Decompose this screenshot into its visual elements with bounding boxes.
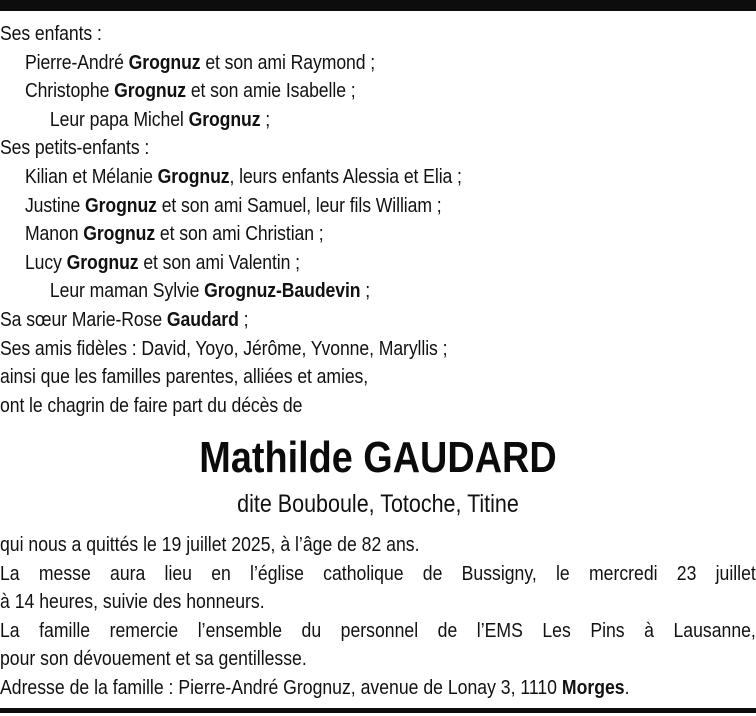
announcement-line: ont le chagrin de faire part du décès de: [0, 393, 303, 417]
word: aura: [110, 561, 146, 585]
word: La: [0, 618, 20, 642]
list-item: Pierre-André Grognuz et son ami Raymond ;: [24, 50, 376, 74]
word: remercie: [109, 618, 179, 642]
deceased-nickname: dite Bouboule, Totoche, Titine: [237, 490, 519, 518]
list-item: Manon Grognuz et son ami Christian ;: [24, 222, 324, 246]
list-item: Sa sœur Marie-Rose Gaudard ;: [0, 307, 249, 331]
word: catholique: [323, 561, 404, 585]
word: famille: [39, 618, 91, 642]
list-item: Lucy Grognuz et son ami Valentin ;: [24, 250, 300, 274]
family-list: [0, 20, 756, 420]
word: l’EMS: [476, 618, 523, 642]
grandchildren-heading: Ses petits-enfants :: [0, 136, 150, 160]
word: du: [301, 618, 322, 642]
details-line: à 14 heures, suivie des honneurs.: [0, 590, 265, 614]
word: de: [422, 561, 443, 585]
mass-line: [0, 560, 756, 589]
word: de: [437, 618, 458, 642]
families-line: ainsi que les familles parentes, alliées et amies,: [0, 365, 369, 389]
details-line: pour son dévouement et sa gentillesse.: [0, 647, 307, 671]
list-item: Leur maman Sylvie Grognuz-Baudevin ;: [49, 279, 371, 303]
word: La: [0, 561, 20, 585]
word: Pins: [590, 618, 625, 642]
address-line: Adresse de la famille : Pierre-André Grognuz, avenue de Lonay 3, 1110 Morges.: [0, 675, 630, 699]
word: Les: [542, 618, 571, 642]
word: à: [644, 618, 654, 642]
deceased-name: Mathilde GAUDARD: [199, 433, 557, 482]
list-item: Leur papa Michel Grognuz ;: [49, 107, 271, 131]
word: l’église: [250, 561, 304, 585]
word: Lausanne,: [673, 618, 756, 642]
word: Bussigny,: [461, 561, 537, 585]
word: en: [211, 561, 231, 585]
word: personnel: [340, 618, 419, 642]
top-rule: [0, 0, 756, 11]
word: messe: [38, 561, 91, 585]
list-item: Christophe Grognuz et son amie Isabelle ;: [24, 79, 356, 103]
details-line: qui nous a quittés le 19 juillet 2025, à l’âge de 82 ans.: [0, 533, 420, 556]
word: juillet: [715, 561, 756, 585]
thanks-line: [0, 617, 756, 646]
word: mercredi: [588, 561, 658, 585]
word: l’ensemble: [197, 618, 283, 642]
word: lieu: [164, 561, 192, 585]
children-heading: Ses enfants :: [0, 22, 102, 45]
word: 23: [676, 561, 697, 585]
list-item: Kilian et Mélanie Grognuz, leurs enfants Alessia et Elia ;: [24, 164, 462, 188]
word: le: [556, 561, 570, 585]
details-block: [0, 531, 756, 703]
bottom-rule: [0, 708, 756, 713]
list-item: Justine Grognuz et son ami Samuel, leur fils William ;: [24, 193, 442, 217]
friends-line: Ses amis fidèles : David, Yoyo, Jérôme, Yvonne, Maryllis ;: [0, 336, 448, 360]
